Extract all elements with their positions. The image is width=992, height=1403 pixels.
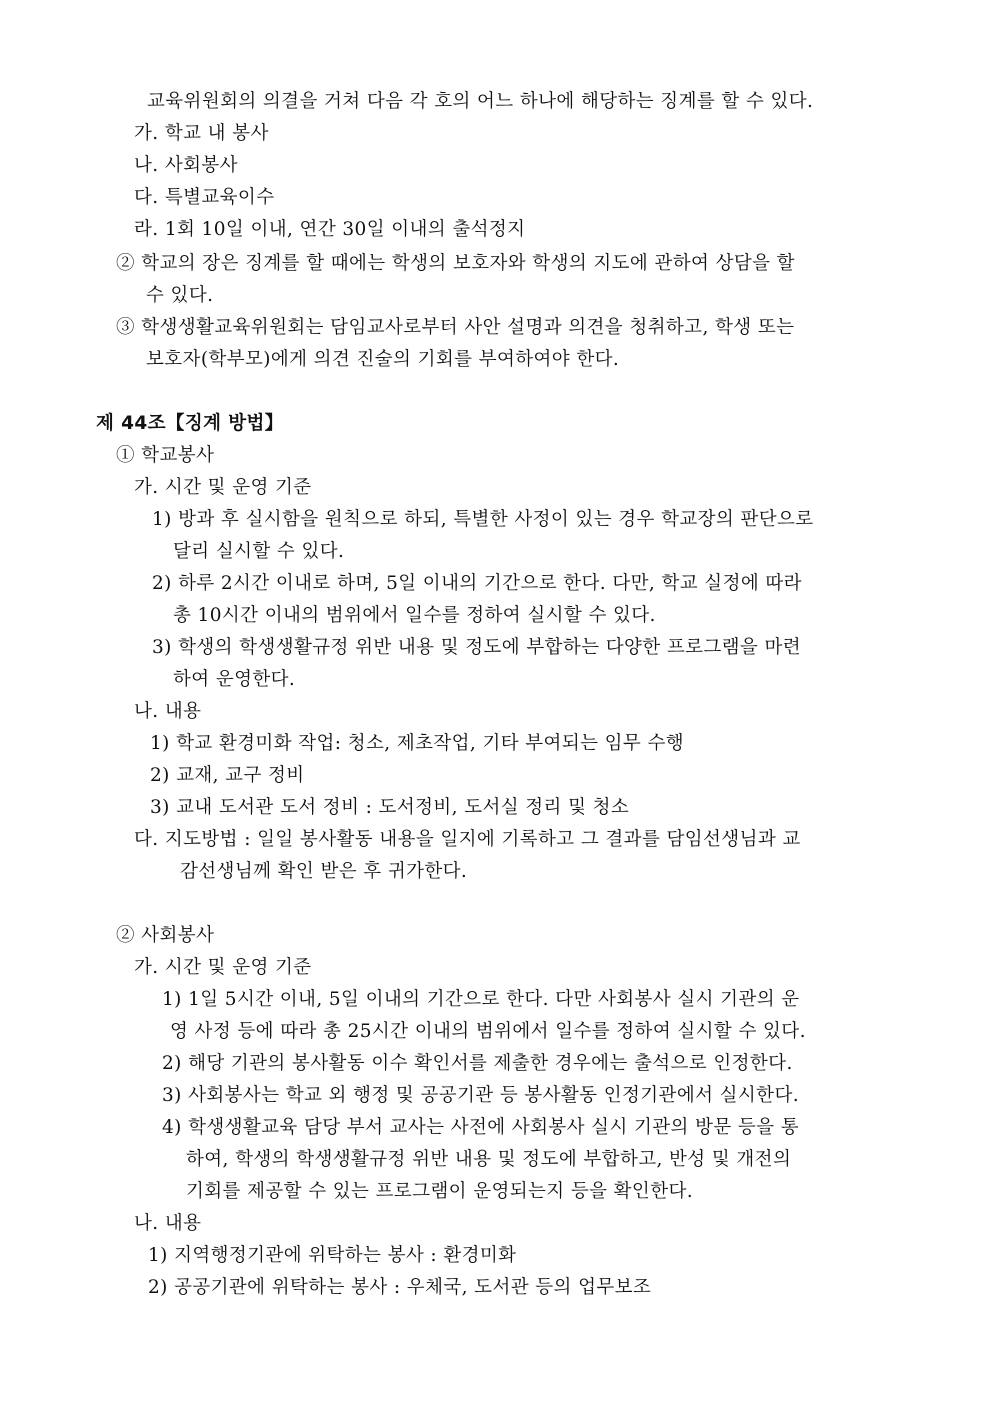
community-service-criteria-2: 2) 해당 기관의 봉사활동 이수 확인서를 제출한 경우에는 출석으로 인정한다.: [162, 1053, 793, 1074]
school-service-content-title: 나. 내용: [134, 701, 202, 722]
community-service-criteria-4-line-2: 하여, 학생의 학생생활규정 위반 내용 및 정도에 부합하고, 반성 및 개전의: [186, 1149, 792, 1170]
school-service-criteria-2-line-2: 총 10시간 이내의 범위에서 일수를 정하여 실시할 수 있다.: [173, 605, 656, 626]
section-community-service-title: ② 사회봉사: [116, 925, 215, 946]
school-service-content-3: 3) 교내 도서관 도서 정비 : 도서정비, 도서실 정리 및 청소: [150, 797, 630, 818]
school-service-guidance-line-1: 다. 지도방법 : 일일 봉사활동 내용을 일지에 기록하고 그 결과를 담임선생님과 교: [134, 829, 801, 850]
school-service-guidance-line-2: 감선생님께 확인 받은 후 귀가한다.: [180, 861, 468, 882]
article43-paragraph-2-line-1: ② 학교의 장은 징계를 할 때에는 학생의 보호자와 학생의 지도에 관하여 상담을 할: [116, 253, 795, 274]
school-service-criteria-1-line-1: 1) 방과 후 실시함을 원칙으로 하되, 특별한 사정이 있는 경우 학교장의 판단으로: [152, 509, 814, 530]
article43-paragraph-3-line-2: 보호자(학부모)에게 의견 진술의 기회를 부여하여야 한다.: [146, 349, 620, 370]
article44-heading: 제 44조【징계 방법】: [96, 413, 284, 434]
school-service-criteria-2-line-1: 2) 하루 2시간 이내로 하며, 5일 이내의 기간으로 한다. 다만, 학교 실정에 따라: [152, 573, 802, 594]
article43-paragraph-3-line-1: ③ 학생생활교육위원회는 담임교사로부터 사안 설명과 의견을 청취하고, 학생 또는: [116, 317, 795, 338]
school-service-criteria-3-line-1: 3) 학생의 학생생활규정 위반 내용 및 정도에 부합하는 다양한 프로그램을 마련: [152, 637, 801, 658]
article43-item-na: 나. 사회봉사: [134, 155, 238, 176]
community-service-content-title: 나. 내용: [134, 1213, 202, 1234]
article43-paragraph-2-line-2: 수 있다.: [146, 285, 214, 306]
article43-item-ra: 라. 1회 10일 이내, 연간 30일 이내의 출석정지: [134, 219, 526, 240]
community-service-criteria-1-line-1: 1) 1일 5시간 이내, 5일 이내의 기간으로 한다. 다만 사회봉사 실시 기관의 운: [162, 989, 800, 1010]
community-service-content-1: 1) 지역행정기관에 위탁하는 봉사 : 환경미화: [148, 1245, 517, 1266]
community-service-content-2: 2) 공공기관에 위탁하는 봉사 : 우체국, 도서관 등의 업무보조: [148, 1277, 652, 1298]
school-service-criteria-1-line-2: 달리 실시할 수 있다.: [173, 541, 345, 562]
school-service-time-criteria-title: 가. 시간 및 운영 기준: [134, 477, 312, 498]
article43-item-ga: 가. 학교 내 봉사: [134, 123, 269, 144]
community-service-time-criteria-title: 가. 시간 및 운영 기준: [134, 957, 312, 978]
school-service-criteria-3-line-2: 하여 운영한다.: [173, 669, 296, 690]
section-school-service-title: ① 학교봉사: [116, 445, 215, 466]
community-service-criteria-4-line-3: 기회를 제공할 수 있는 프로그램이 운영되는지 등을 확인한다.: [186, 1181, 694, 1202]
school-service-content-1: 1) 학교 환경미화 작업: 청소, 제초작업, 기타 부여되는 임무 수행: [150, 733, 685, 754]
article43-text-line: 교육위원회의 의결을 거쳐 다음 각 호의 어느 하나에 해당하는 징계를 할 수 있다.: [147, 91, 814, 112]
school-service-content-2: 2) 교재, 교구 정비: [150, 765, 305, 786]
article43-item-da: 다. 특별교육이수: [134, 187, 275, 208]
community-service-criteria-4-line-1: 4) 학생생활교육 담당 부서 교사는 사전에 사회봉사 실시 기관의 방문 등을 통: [162, 1117, 800, 1138]
community-service-criteria-1-line-2: 영 사정 등에 따라 총 25시간 이내의 범위에서 일수를 정하여 실시할 수 있다.: [170, 1021, 806, 1042]
community-service-criteria-3: 3) 사회봉사는 학교 외 행정 및 공공기관 등 봉사활동 인정기관에서 실시한다.: [162, 1085, 800, 1106]
